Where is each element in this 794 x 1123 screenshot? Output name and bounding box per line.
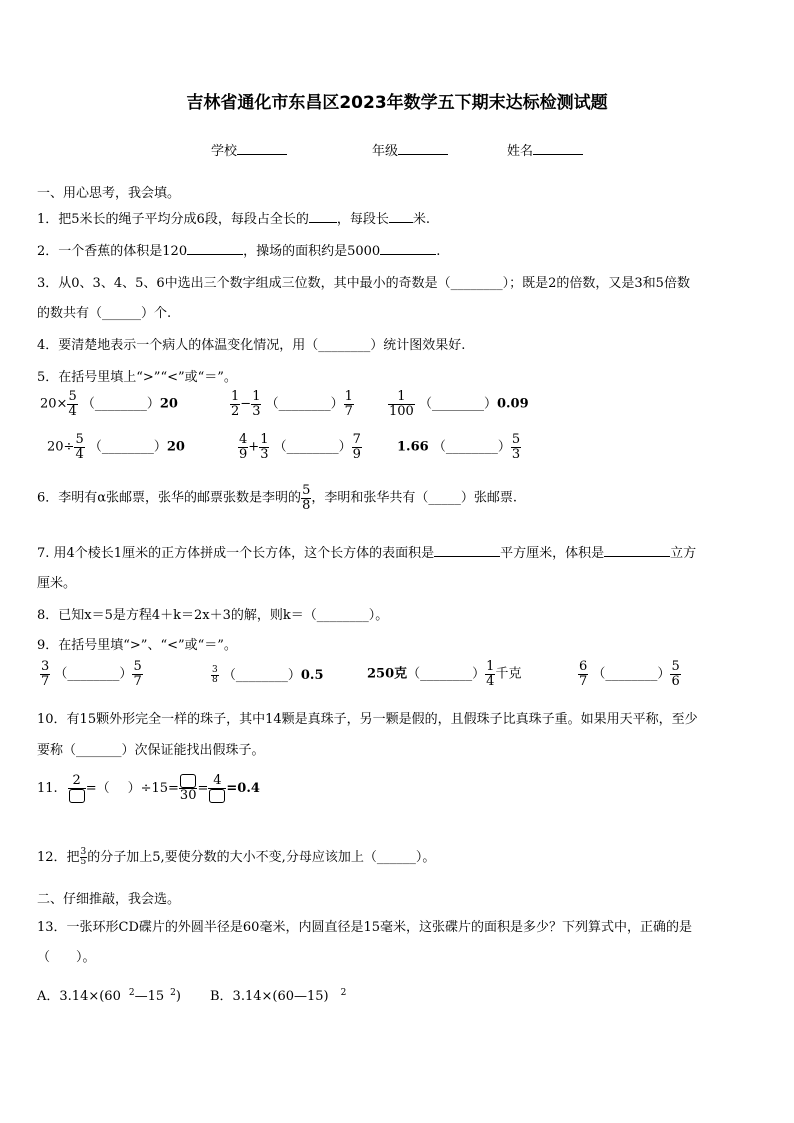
q13-option-b[interactable]: B．3.14×(60—15) $^2$ bbox=[210, 987, 347, 1004]
q9-item-2: $\frac{3}{8}$ （________）0.5 bbox=[212, 664, 324, 685]
q9-blank-1[interactable]: （________） bbox=[54, 666, 133, 682]
question-4: 4．要清楚地表示一个病人的体温变化情况，用（________）统计图效果好. bbox=[37, 338, 466, 353]
question-10-line-2: 要称（_______）次保证能找出假珠子。 bbox=[37, 743, 265, 758]
q5-blank-3[interactable]: （________） bbox=[418, 396, 497, 412]
q5-item-2: $\frac{1}{2}$ − $\frac{1}{3}$ （________） $\frac{1}{7}$ bbox=[231, 389, 353, 419]
question-5: 5．在括号里填上“>”“<”或“＝”。 bbox=[37, 370, 237, 385]
q13-option-a[interactable]: A．3.14×(60 $^2$—15 $^2$) bbox=[37, 987, 181, 1004]
q5-blank-2[interactable]: （________） bbox=[265, 396, 344, 412]
name-field[interactable] bbox=[507, 140, 583, 159]
question-11: 11. 2 =（ ）÷15= 30 = 4 =0.4 bbox=[37, 773, 260, 804]
question-9: 9．在括号里填“>”、“<”或“＝”。 bbox=[37, 638, 237, 653]
q5-blank-4[interactable]: （________） bbox=[88, 439, 167, 455]
q9-item-4: $\frac{6}{7}$ （________） $\frac{5}{6}$ bbox=[579, 659, 680, 689]
q5-blank-5[interactable]: （________） bbox=[273, 439, 352, 455]
grade-label: 年级 bbox=[372, 144, 399, 159]
question-12: 12．把 $\frac{3}{5}$ 的分子加上5,要使分数的大小不变,分母应该加上（______）。 bbox=[37, 846, 436, 867]
page-title: 吉林省通化市东昌区2023年数学五下期末达标检测试题 bbox=[186, 93, 608, 113]
school-label: 学校 bbox=[211, 144, 238, 159]
question-6: 6．李明有α张邮票，张华的邮票张数是李明的 $\frac{5}{8}$ ，李明和张华共有（_____）张邮票. bbox=[37, 483, 517, 513]
q9-item-3: 250克（________） $\frac{1}{4}$ 千克 bbox=[367, 659, 522, 689]
question-13-line-2: （ ）。 bbox=[37, 950, 96, 965]
q5-item-6: 1.66 （________） $\frac{5}{3}$ bbox=[397, 432, 521, 462]
q7-blank-1[interactable] bbox=[434, 544, 500, 557]
q5-item-5: $\frac{4}{9}$ + $\frac{1}{3}$ （________） $\frac{7}{9}$ bbox=[239, 432, 361, 462]
q11-blank-1[interactable] bbox=[69, 789, 85, 803]
q2-blank-1[interactable] bbox=[187, 242, 243, 255]
name-label: 姓名 bbox=[507, 144, 534, 159]
q5-blank-1[interactable]: （________） bbox=[81, 396, 160, 412]
q9-blank-4[interactable]: （________） bbox=[592, 666, 671, 682]
question-7-line-1: 7. 用4个棱长1厘米的正方体拼成一个长方体，这个长方体的表面积是 平方厘米，体积是 立方 bbox=[37, 546, 697, 561]
q7-blank-2[interactable] bbox=[604, 544, 670, 557]
q2-blank-2[interactable] bbox=[380, 242, 436, 255]
school-blank[interactable] bbox=[237, 142, 287, 155]
question-10-line-1: 10．有15颗外形完全一样的珠子，其中14颗是真珠子，另一颗是假的，且假珠子比真珠子重。如果用天平称，至少 bbox=[37, 712, 698, 727]
q9-blank-3[interactable]: （________） bbox=[407, 666, 486, 682]
question-2: 2．一个香蕉的体积是120 ，操场的面积约是5000 . bbox=[37, 244, 441, 259]
q5-item-4: 20÷ $\frac{5}{4}$ （________）20 bbox=[47, 432, 185, 462]
question-1: 1．把5米长的绳子平均分成6段，每段占全长的 ，每段长 米. bbox=[37, 212, 430, 227]
q9-item-1: $\frac{3}{7}$ （________） $\frac{5}{7}$ bbox=[41, 659, 142, 689]
grade-blank[interactable] bbox=[398, 142, 448, 155]
q11-blank-4[interactable] bbox=[209, 789, 225, 803]
q1-blank-1[interactable] bbox=[309, 210, 337, 223]
question-8: 8．已知x＝5是方程4＋k＝2x＋3的解，则k＝（________）。 bbox=[37, 608, 389, 623]
question-3-line-2: 的数共有（______）个. bbox=[37, 306, 172, 321]
q1-blank-2[interactable] bbox=[389, 210, 413, 223]
section2-heading: 二、仔细推敲，我会选。 bbox=[37, 892, 181, 907]
question-3-line-1: 3．从0、3、4、5、6中选出三个数字组成三位数，其中最小的奇数是（________）；既是2的倍数，又是3和5倍数 bbox=[37, 276, 690, 291]
school-field[interactable] bbox=[211, 140, 287, 159]
question-7-line-2: 厘米。 bbox=[37, 576, 77, 591]
question-13-line-1: 13．一张环形CD碟片的外圆半径是60毫米，内圆直径是15毫米，这张碟片的面积是多少？下列算式中，正确的是 bbox=[37, 920, 692, 935]
q5-blank-6[interactable]: （________） bbox=[432, 439, 511, 455]
q5-item-3: $\frac{1}{100}$ （________）0.09 bbox=[389, 389, 529, 419]
q11-blank-3[interactable] bbox=[180, 774, 196, 788]
q5-item-1: 20× $\frac{5}{4}$ （________）20 bbox=[40, 389, 178, 419]
q9-blank-2[interactable]: （________） bbox=[222, 668, 301, 683]
grade-field[interactable] bbox=[372, 140, 448, 159]
name-blank[interactable] bbox=[533, 142, 583, 155]
section1-heading: 一、用心思考，我会填。 bbox=[37, 186, 181, 201]
